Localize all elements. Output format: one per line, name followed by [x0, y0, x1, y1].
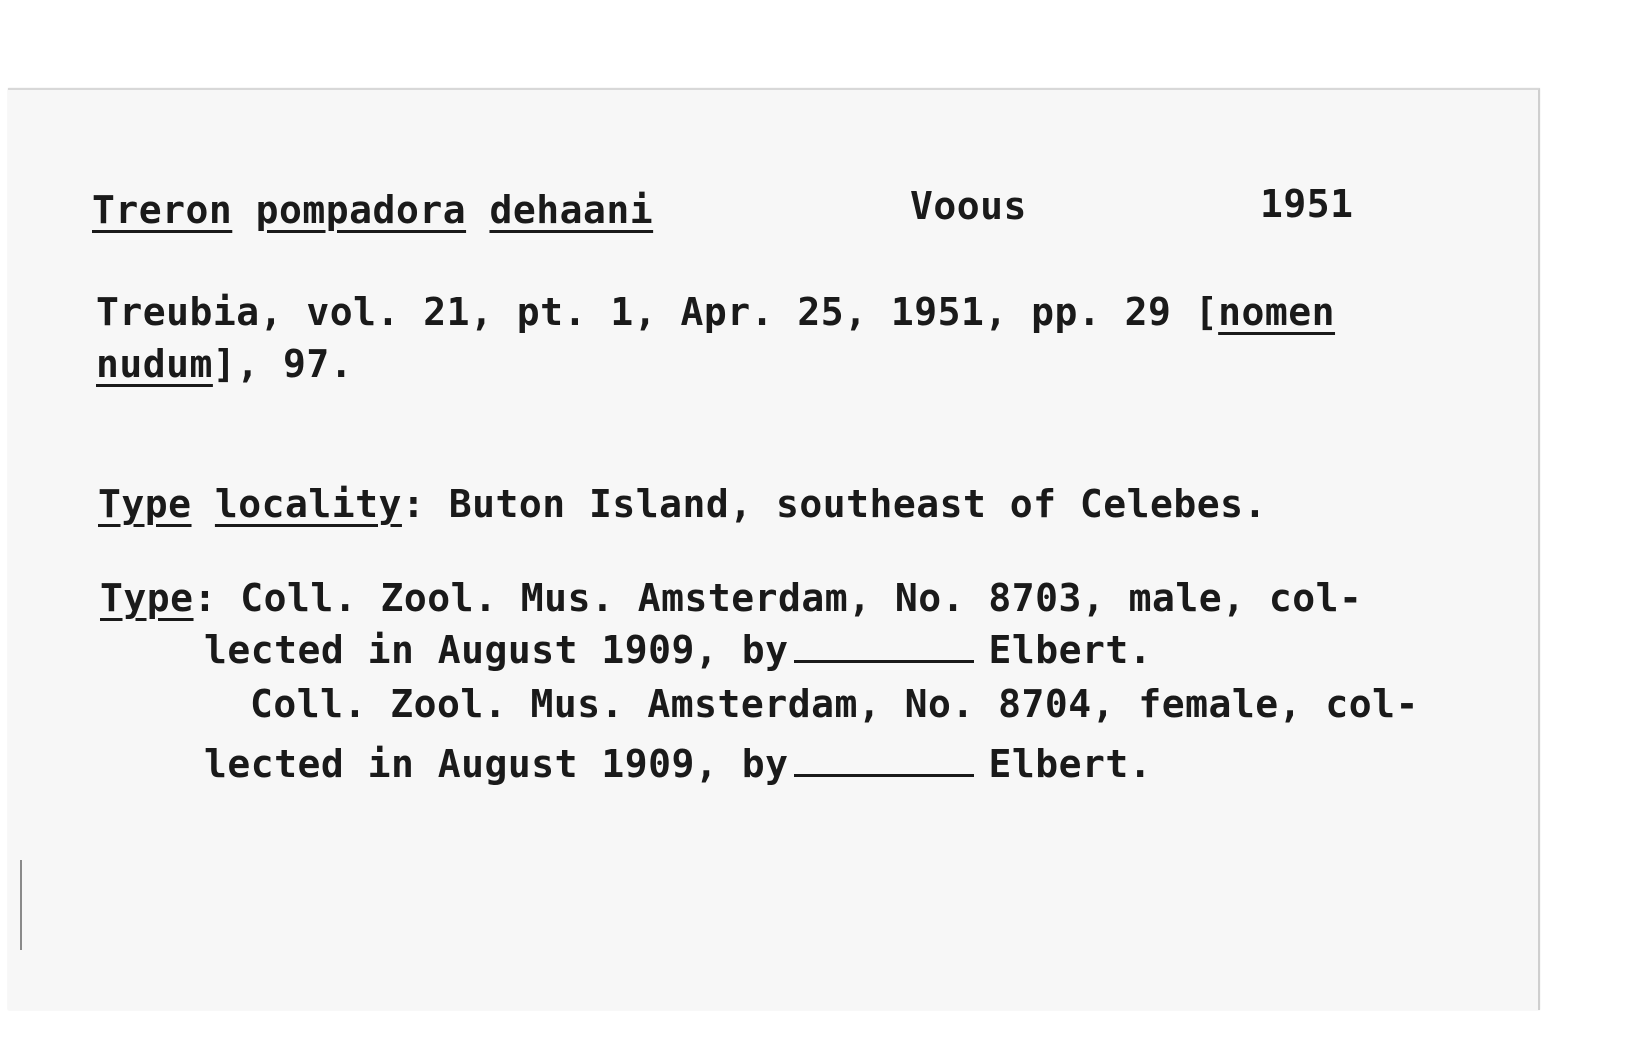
card-edge-mark: [20, 860, 22, 950]
type-entry-2-collector: Elbert.: [988, 742, 1153, 786]
citation-tail: ], 97.: [212, 342, 354, 386]
collector-blank-1: [794, 650, 974, 663]
nomen-text: nomen: [1218, 290, 1336, 334]
author: Voous: [910, 184, 1027, 228]
taxon-name: [92, 188, 653, 232]
type-label: Type: [100, 576, 194, 620]
type-entry-1-collector: Elbert.: [988, 628, 1153, 672]
type-entry-2-line-1: Coll. Zool. Mus. Amsterdam, No. 8704, female, col-: [250, 682, 1419, 726]
year: 1951: [1260, 182, 1354, 226]
species: pompadora: [255, 188, 467, 232]
type-entry-2-collected: lected in August 1909, by: [204, 742, 789, 786]
type-locality: [98, 482, 1267, 526]
citation-text: Treubia, vol. 21, pt. 1, Apr. 25, 1951, pp. 29 [: [96, 290, 1219, 334]
index-card: [8, 88, 1540, 1010]
type-locality-label-2: locality: [214, 482, 402, 526]
citation-line-1: [96, 290, 1335, 334]
type-locality-text: : Buton Island, southeast of Celebes.: [401, 482, 1267, 526]
type-entry-1-line-1: [100, 576, 1362, 620]
type-entry-2-line-2: [204, 742, 1152, 786]
type-entry-1-collected: lected in August 1909, by: [204, 628, 789, 672]
citation-line-2: [96, 342, 353, 386]
type-entry-1-line-2: [204, 628, 1152, 672]
nudum-text: nudum: [96, 342, 213, 386]
subspecies: dehaani: [489, 188, 654, 232]
collector-blank-2: [794, 764, 974, 777]
genus: Treron: [92, 188, 233, 232]
type-locality-label-1: Type: [98, 482, 192, 526]
type-entry-1-text: : Coll. Zool. Mus. Amsterdam, No. 8703, male, col-: [193, 576, 1363, 620]
